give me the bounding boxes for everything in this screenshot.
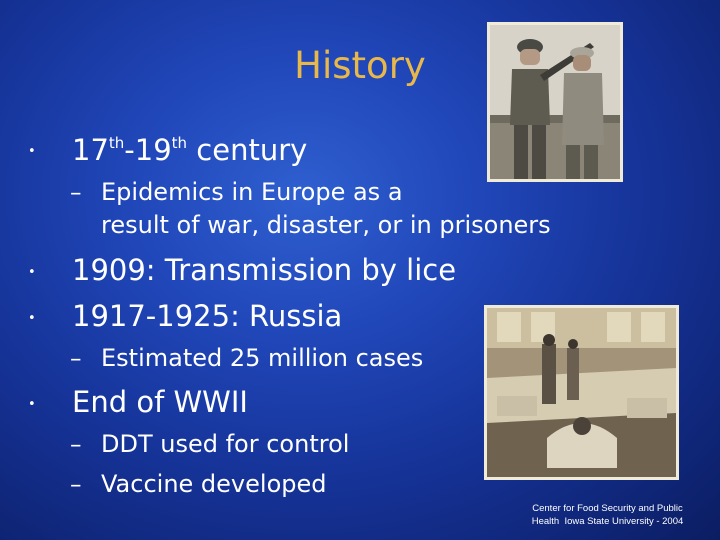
- sub-bullet-estimated-cases: Estimated 25 million cases: [101, 344, 424, 372]
- bullet-17th-19th-century: [72, 134, 307, 167]
- sub-bullet-dash: –: [70, 346, 82, 372]
- ward-photo-image: [487, 308, 676, 477]
- soldiers-dusting-photo: [487, 22, 623, 182]
- bullet-text-part: 17: [72, 133, 109, 167]
- bullet-text-part: -19: [124, 133, 172, 167]
- footer-line1: Center for Food Security and Public: [532, 503, 683, 514]
- ordinal-suffix: th: [108, 134, 125, 152]
- typhus-ward-photo: [484, 305, 679, 480]
- ordinal-suffix: th: [171, 134, 188, 152]
- sub-bullet-dash: –: [70, 432, 82, 458]
- bullet-dot: •: [28, 144, 36, 159]
- sub-bullet-ddt: DDT used for control: [101, 430, 350, 458]
- sub-bullet-epidemics-line1: Epidemics in Europe as a: [101, 178, 403, 206]
- sub-bullet-epidemics-line2: result of war, disaster, or in prisoners: [101, 211, 551, 239]
- bullet-end-of-wwii: End of WWII: [72, 385, 248, 419]
- soldiers-photo-image: [490, 25, 620, 179]
- slide-title: History: [294, 44, 426, 87]
- footer-credit: [500, 503, 715, 529]
- footer-line2: Health Iowa State University - 2004: [531, 515, 684, 527]
- sub-bullet-dash: –: [70, 472, 82, 498]
- bullet-dot: •: [28, 397, 36, 412]
- bullet-1909-lice: 1909: Transmission by lice: [72, 253, 457, 287]
- bullet-text-part: century: [187, 133, 308, 167]
- sub-bullet-dash: –: [70, 180, 82, 206]
- bullet-1917-russia: 1917-1925: Russia: [72, 299, 343, 333]
- bullet-dot: •: [28, 265, 36, 280]
- bullet-dot: •: [28, 311, 36, 326]
- sub-bullet-vaccine: Vaccine developed: [101, 470, 327, 498]
